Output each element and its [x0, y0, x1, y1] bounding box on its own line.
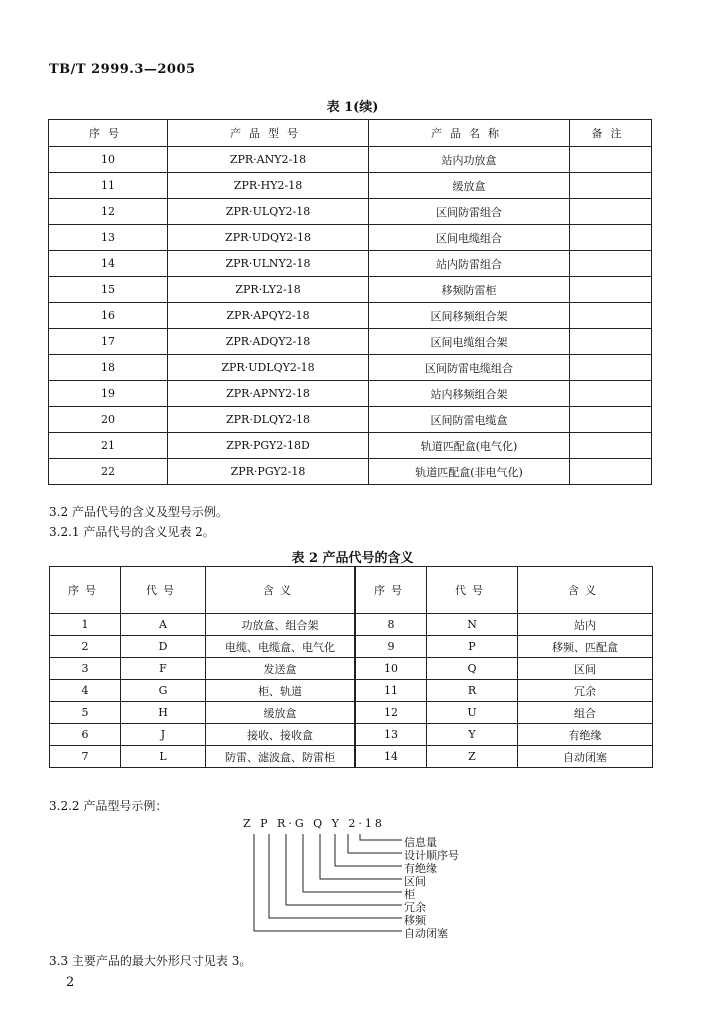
meaning-cell-2: 站内: [518, 614, 653, 636]
col-header-model: 产品型号: [168, 120, 369, 147]
index-cell: 6: [50, 724, 121, 746]
model-cell: ZPR·ULQY2-18: [168, 199, 369, 225]
code-meaning-table: [49, 566, 653, 768]
name-cell: 移频防雷柜: [369, 277, 570, 303]
table-row: [49, 407, 652, 433]
table-row: [50, 702, 653, 724]
table-row: [49, 277, 652, 303]
table-row: [50, 614, 653, 636]
table-row: [49, 173, 652, 199]
index-cell: 17: [49, 329, 168, 355]
code-cell: J: [121, 724, 206, 746]
col-header-meaning: 含义: [206, 567, 356, 614]
meaning-cell: 接收、接收盒: [206, 724, 356, 746]
document-header: TB/T 2999.3—2005: [49, 62, 196, 77]
code-cell-2: R: [427, 680, 518, 702]
name-cell: 区间防雷组合: [369, 199, 570, 225]
col-header-index: 序号: [49, 120, 168, 147]
remark-cell: [570, 407, 652, 433]
code-cell-2: U: [427, 702, 518, 724]
leader-line-cabinet: [303, 834, 402, 892]
code-cell-2: Y: [427, 724, 518, 746]
table-row: [50, 746, 653, 768]
index-cell: 16: [49, 303, 168, 329]
meaning-cell: 防雷、滤波盒、防雷柜: [206, 746, 356, 768]
remark-cell: [570, 173, 652, 199]
meaning-cell-2: 冗余: [518, 680, 653, 702]
index-cell: 7: [50, 746, 121, 768]
index-cell: 18: [49, 355, 168, 381]
name-cell: 站内功放盒: [369, 147, 570, 173]
leader-line-insulated: [335, 834, 402, 866]
code-cell: F: [121, 658, 206, 680]
index-cell-2: 10: [355, 658, 427, 680]
meaning-cell: 功放盒、组合架: [206, 614, 356, 636]
model-cell: ZPR·PGY2-18: [168, 459, 369, 485]
code-cell: L: [121, 746, 206, 768]
section-3-2-1: 3.2.1 产品代号的含义见表 2。: [49, 525, 215, 539]
meaning-cell: 柜、轨道: [206, 680, 356, 702]
name-cell: 区间防雷电缆组合: [369, 355, 570, 381]
index-cell: 13: [49, 225, 168, 251]
name-cell: 轨道匹配盒(电气化): [369, 433, 570, 459]
index-cell: 11: [49, 173, 168, 199]
code-cell: A: [121, 614, 206, 636]
table-row: [49, 355, 652, 381]
remark-cell: [570, 433, 652, 459]
leader-line-info: [360, 834, 402, 840]
remark-cell: [570, 459, 652, 485]
index-cell-2: 13: [355, 724, 427, 746]
meaning-cell: 电缆、电缆盒、电气化: [206, 636, 356, 658]
label-insulated: 有绝缘: [404, 862, 437, 875]
remark-cell: [570, 251, 652, 277]
meaning-cell-2: 移频、匹配盒: [518, 636, 653, 658]
col-header-remark: 备注: [570, 120, 652, 147]
model-cell: ZPR·PGY2-18D: [168, 433, 369, 459]
table-row: [49, 225, 652, 251]
col-header-index: 序号: [50, 567, 121, 614]
index-cell: 21: [49, 433, 168, 459]
name-cell: 轨道匹配盒(非电气化): [369, 459, 570, 485]
remark-cell: [570, 277, 652, 303]
index-cell-2: 11: [355, 680, 427, 702]
name-cell: 站内移频组合架: [369, 381, 570, 407]
name-cell: 站内防雷组合: [369, 251, 570, 277]
code-cell-2: Z: [427, 746, 518, 768]
remark-cell: [570, 147, 652, 173]
model-cell: ZPR·UDQY2-18: [168, 225, 369, 251]
remark-cell: [570, 381, 652, 407]
model-cell: ZPR·HY2-18: [168, 173, 369, 199]
section-3-2-2: 3.2.2 产品型号示例：: [49, 799, 168, 813]
model-cell: ZPR·LY2-18: [168, 277, 369, 303]
index-cell: 22: [49, 459, 168, 485]
meaning-cell-2: 区间: [518, 658, 653, 680]
remark-cell: [570, 225, 652, 251]
code-cell-2: N: [427, 614, 518, 636]
code-cell: H: [121, 702, 206, 724]
col-header-meaning-2: 含义: [518, 567, 653, 614]
table2-caption: 表 2 产品代号的含义: [291, 551, 414, 566]
table-header-row: [50, 567, 653, 614]
name-cell: 区间防雷电缆盒: [369, 407, 570, 433]
remark-cell: [570, 303, 652, 329]
index-cell-2: 14: [355, 746, 427, 768]
table-row: [50, 724, 653, 746]
model-cell: ZPR·UDLQY2-18: [168, 355, 369, 381]
table-row: [49, 433, 652, 459]
index-cell: 3: [50, 658, 121, 680]
page-number: 2: [66, 975, 75, 990]
leader-line-design-seq: [348, 834, 402, 853]
label-redundant: 冗余: [404, 901, 426, 914]
index-cell-2: 12: [355, 702, 427, 724]
code-cell: D: [121, 636, 206, 658]
label-design-seq: 设计顺序号: [404, 849, 459, 862]
model-example-code: Z P R·G Q Y 2·18: [243, 817, 385, 830]
index-cell: 12: [49, 199, 168, 225]
table-row: [49, 381, 652, 407]
name-cell: 缓放盒: [369, 173, 570, 199]
name-cell: 区间移频组合架: [369, 303, 570, 329]
model-cell: ZPR·APQY2-18: [168, 303, 369, 329]
index-cell: 15: [49, 277, 168, 303]
code-cell-2: Q: [427, 658, 518, 680]
index-cell: 2: [50, 636, 121, 658]
index-cell: 4: [50, 680, 121, 702]
model-cell: ZPR·ANY2-18: [168, 147, 369, 173]
meaning-cell-2: 组合: [518, 702, 653, 724]
model-cell: ZPR·ADQY2-18: [168, 329, 369, 355]
remark-cell: [570, 355, 652, 381]
name-cell: 区间电缆组合架: [369, 329, 570, 355]
index-cell: 10: [49, 147, 168, 173]
meaning-cell: 缓放盒: [206, 702, 356, 724]
table-row: [50, 658, 653, 680]
label-auto-block: 自动闭塞: [404, 927, 448, 940]
col-header-index-2: 序号: [355, 567, 427, 614]
section-3-2: 3.2 产品代号的含义及型号示例。: [49, 505, 228, 519]
label-section: 区间: [404, 875, 426, 888]
col-header-code-2: 代号: [427, 567, 518, 614]
model-cell: ZPR·ULNY2-18: [168, 251, 369, 277]
index-cell: 19: [49, 381, 168, 407]
model-cell: ZPR·DLQY2-18: [168, 407, 369, 433]
index-cell-2: 9: [355, 636, 427, 658]
index-cell: 5: [50, 702, 121, 724]
meaning-cell-2: 有绝缘: [518, 724, 653, 746]
remark-cell: [570, 199, 652, 225]
table1-caption: 表 1(续): [326, 100, 379, 115]
table-row: [49, 459, 652, 485]
table-row: [49, 303, 652, 329]
code-cell: G: [121, 680, 206, 702]
remark-cell: [570, 329, 652, 355]
table-row: [50, 636, 653, 658]
code-cell-2: P: [427, 636, 518, 658]
label-info: 信息量: [404, 836, 437, 849]
table-row: [49, 329, 652, 355]
meaning-cell-2: 自动闭塞: [518, 746, 653, 768]
label-freq: 移频: [404, 914, 426, 927]
leader-line-auto-block: [254, 834, 402, 931]
leader-line-section: [320, 834, 402, 879]
table-row: [49, 147, 652, 173]
meaning-cell: 发送盒: [206, 658, 356, 680]
table-row: [49, 199, 652, 225]
index-cell: 20: [49, 407, 168, 433]
model-code-diagram: [240, 826, 410, 946]
label-cabinet: 柜: [404, 888, 415, 901]
table-row: [49, 251, 652, 277]
model-cell: ZPR·APNY2-18: [168, 381, 369, 407]
index-cell-2: 8: [355, 614, 427, 636]
index-cell: 1: [50, 614, 121, 636]
name-cell: 区间电缆组合: [369, 225, 570, 251]
product-model-table: [48, 119, 652, 485]
col-header-name: 产品名称: [369, 120, 570, 147]
table-row: [50, 680, 653, 702]
section-3-3: 3.3 主要产品的最大外形尺寸见表 3。: [49, 954, 252, 968]
table-header-row: [49, 120, 652, 147]
index-cell: 14: [49, 251, 168, 277]
col-header-code: 代号: [121, 567, 206, 614]
